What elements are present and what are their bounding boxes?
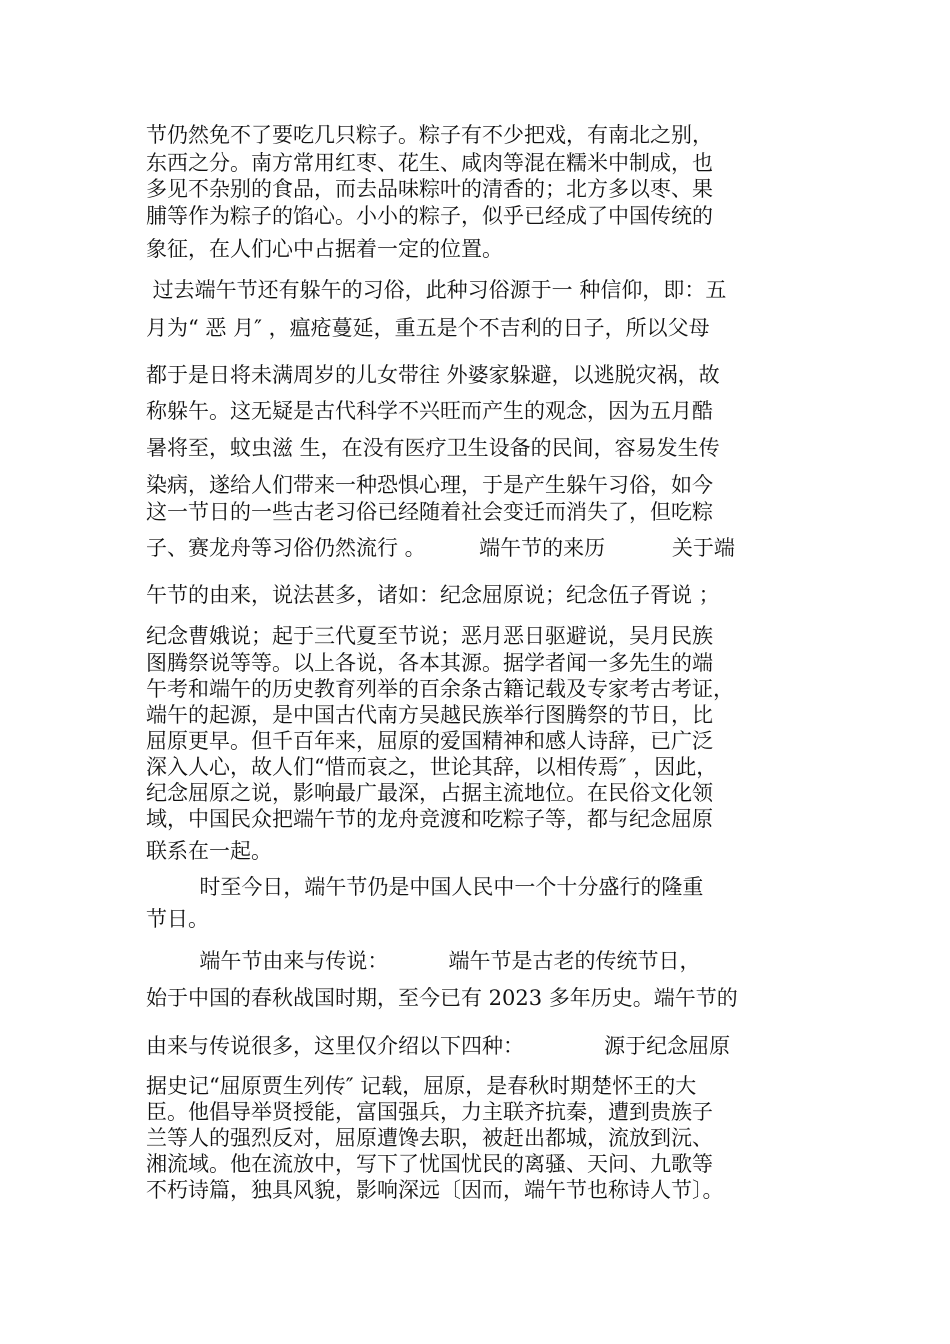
text-line: 图腾祭说等等。以上各说，各本其源。据学者闻一多先生的端	[146, 651, 713, 675]
text-line: 不朽诗篇，独具风貌，影响深远〔因而，端午节也称诗人节〕。	[146, 1178, 724, 1202]
text-line: 臣。他倡导举贤授能，富国强兵，力主联齐抗秦，遭到贵族子	[146, 1100, 713, 1124]
text-line: 象征，在人们心中占据着一定的位置。	[146, 237, 503, 261]
text-line: 纪念屈原之说，影响最广最深，占据主流地位。在民俗文化领	[146, 781, 713, 805]
text-line: 染病，遂给人们带来一种恐惧心理，于是产生躲午习俗，如今	[146, 473, 713, 497]
text-line: 多见不杂别的食品，而去品味粽叶的清香的；北方多以枣、果	[146, 177, 713, 201]
text-line: 都于是日将未满周岁的儿女带往 外婆家躲避，以逃脱灾祸，故	[146, 363, 720, 387]
text-line: 深入人心，故人们“惜而哀之，世论其辞，以相传焉″ ，因此，	[146, 755, 718, 779]
text-line: 始于中国的春秋战国时期，至今已有 2023 多年历史。端午节的	[146, 986, 738, 1010]
text-line: 月为“ 恶 月″ ，瘟疮蔓延，重五是个不吉利的日子，所以父母	[146, 316, 710, 340]
text-line: 这一节日的一些古老习俗已经随着社会变迁而消失了，但吃粽	[146, 500, 713, 524]
text-line: 东西之分。南方常用红枣、花生、咸肉等混在糯米中制成，也	[146, 151, 713, 175]
text-line: 屈原更早。但千百年来，屈原的爱国精神和感人诗辞，已广泛	[146, 729, 713, 753]
text-line: 端午节由来与传说： 端午节是古老的传统节日，	[146, 949, 701, 973]
text-line: 暑将至，蚊虫滋 生，在没有医疗卫生设备的民间，容易发生传	[146, 436, 720, 460]
text-line: 过去端午节还有躲午的习俗，此种习俗源于一 种信仰，即：五	[146, 278, 727, 302]
text-line: 节日。	[146, 907, 209, 931]
text-line: 脯等作为粽子的馅心。小小的粽子，似乎已经成了中国传统的	[146, 204, 713, 228]
text-line: 由来与传说很多，这里仅介绍以下四种： 源于纪念屈原	[146, 1034, 731, 1058]
text-line: 称躲午。这无疑是古代科学不兴旺而产生的观念，因为五月酷	[146, 399, 713, 423]
text-line: 域，中国民众把端午节的龙舟竞渡和吃粽子等，都与纪念屈原	[146, 807, 713, 831]
text-line: 时至今日，端午节仍是中国人民中一个十分盛行的隆重	[146, 875, 704, 899]
text-line: 节仍然免不了要吃几只粽子。粽子有不少把戏，有南北之别，	[146, 123, 713, 147]
text-line: 联系在一起。	[146, 839, 272, 863]
text-line: 午节的由来，说法甚多，诸如：纪念屈原说；纪念伍子胥说 ；	[146, 583, 720, 607]
text-line: 纪念曹娥说；起于三代夏至节说；恶月恶日驱避说，吴月民族	[146, 624, 713, 648]
text-line: 兰等人的强烈反对，屈原遭馋去职，被赶出都城，流放到沅、	[146, 1126, 713, 1150]
text-line: 湘流域。他在流放中，写下了忧国忧民的离骚、天问、九歌等	[146, 1152, 713, 1176]
text-line: 子、赛龙舟等习俗仍然流行 。 端午节的来历 关于端	[146, 536, 735, 560]
text-line: 端午的起源，是中国古代南方吴越民族举行图腾祭的节日，比	[146, 703, 713, 727]
text-line: 午考和端午的历史教育列举的百余条古籍记载及专家考古考证，	[146, 677, 734, 701]
text-line: 据史记“屈原贾生列传″ 记载，屈原，是春秋时期楚怀王的大	[146, 1074, 697, 1098]
